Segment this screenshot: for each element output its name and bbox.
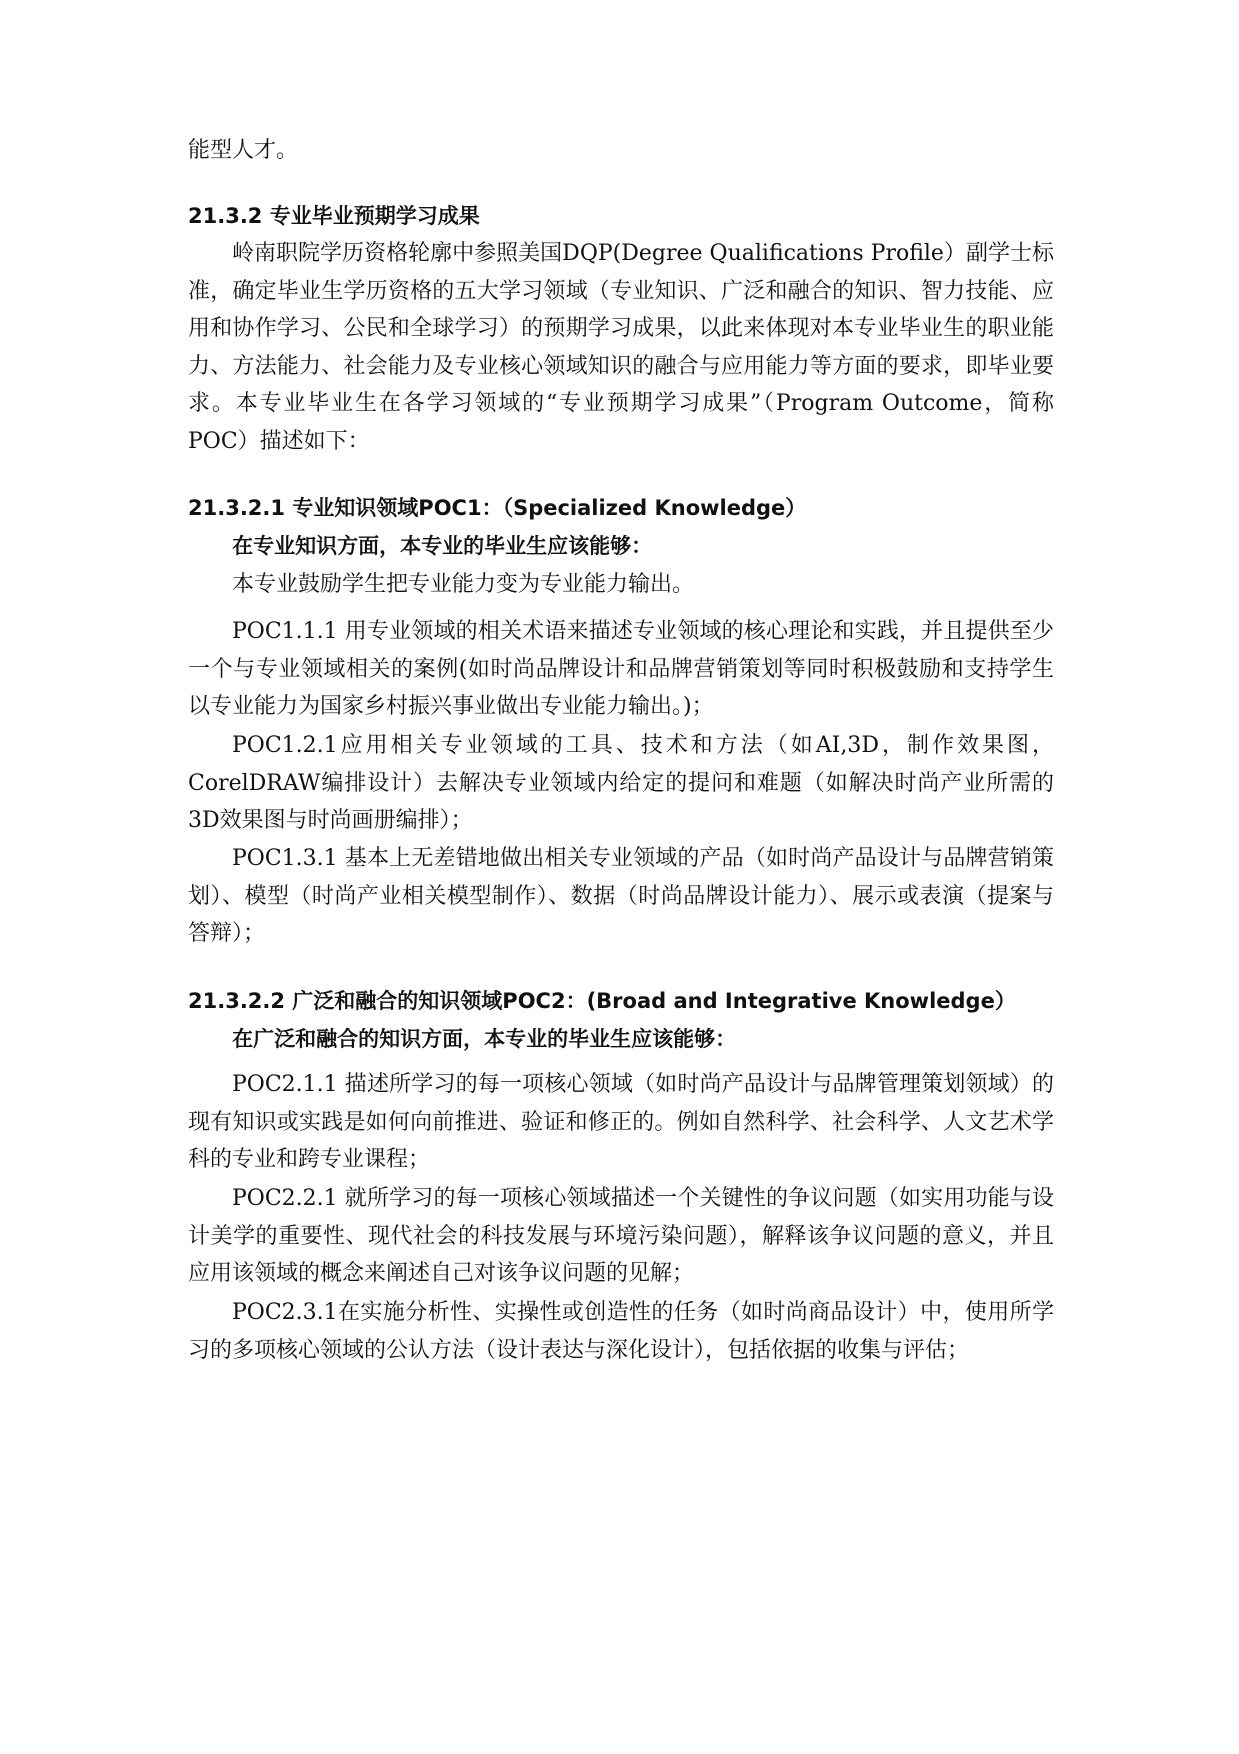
paragraph-poc1-2-1: POC1.2.1应用相关专业领域的工具、技术和方法（如AI,3D，制作效果图，CorelDRAW编排设计）去解决专业领域内给定的提问和难题（如解决时尚产业所需的3D效果图与时尚画册编排）； (188, 733, 1054, 833)
paragraph-continuation: 能型人才。 (188, 138, 299, 163)
paragraph-poc1-1-1: POC1.1.1 用专业领域的相关术语来描述专业领域的核心理论和实践，并且提供至少一个与专业领域相关的案例(如时尚品牌设计和品牌营销策划等同时积极鼓励和支持学生以专业能力为国家乡村振兴事业做出专业能力输出。)； (188, 619, 1054, 719)
paragraph-poc2-1-1: POC2.1.1 描述所学习的每一项核心领域（如时尚产品设计与品牌管理策划领域）的现有知识或实践是如何向前推进、验证和修正的。例如自然科学、社会科学、人文艺术学科的专业和跨专业课程； (188, 1072, 1054, 1172)
paragraph-poc2-2-1: POC2.2.1 就所学习的每一项核心领域描述一个关键性的争议问题（如实用功能与设计美学的重要性、现代社会的科技发展与环境污染问题），解释该争议问题的意义，并且应用该领域的概念来阐述自己对该争议问题的见解； (188, 1186, 1054, 1286)
subheading-poc2: 在广泛和融合的知识方面，本专业的毕业生应该能够： (232, 1027, 737, 1051)
subheading-poc1: 在专业知识方面，本专业的毕业生应该能够： (232, 534, 653, 558)
section-heading-poc2: 21.3.2.2 广泛和融合的知识领域POC2：(Broad and Integrative Knowledge） (188, 989, 1016, 1013)
paragraph-poc1-3-1: POC1.3.1 基本上无差错地做出相关专业领域的产品（如时尚产品设计与品牌营销策划）、模型（时尚产业相关模型制作）、数据（时尚品牌设计能力）、展示或表演（提案与答辩）； (188, 846, 1054, 946)
paragraph-poc2-3-1: POC2.3.1在实施分析性、实操性或创造性的任务（如时尚商品设计）中，使用所学习的多项核心领域的公认方法（设计表达与深化设计），包括依据的收集与评估； (188, 1300, 1054, 1363)
paragraph-intro: 岭南职院学历资格轮廓中参照美国DQP(Degree Qualifications Profile）副学士标准，确定毕业生学历资格的五大学习领域（专业知识、广泛和融合的知识、智力技能、应用和协作学习、公民和全球学习）的预期学习成果，以此来体现对本专业毕业生的职业能力、方法能力、社会能力及专业核心领域知识的融合与应用能力等方面的要求，即毕业要求。本专业毕业生在各学习领域的“专业预期学习成果”（Program Outcome，简称POC）描述如下： (188, 241, 1054, 454)
paragraph-poc1-note: 本专业鼓励学生把专业能力变为专业能力输出。 (232, 572, 695, 597)
section-heading-poc1: 21.3.2.1 专业知识领域POC1：（Specialized Knowledge） (188, 496, 807, 520)
section-heading-21-3-2: 21.3.2 专业毕业预期学习成果 (188, 204, 480, 228)
